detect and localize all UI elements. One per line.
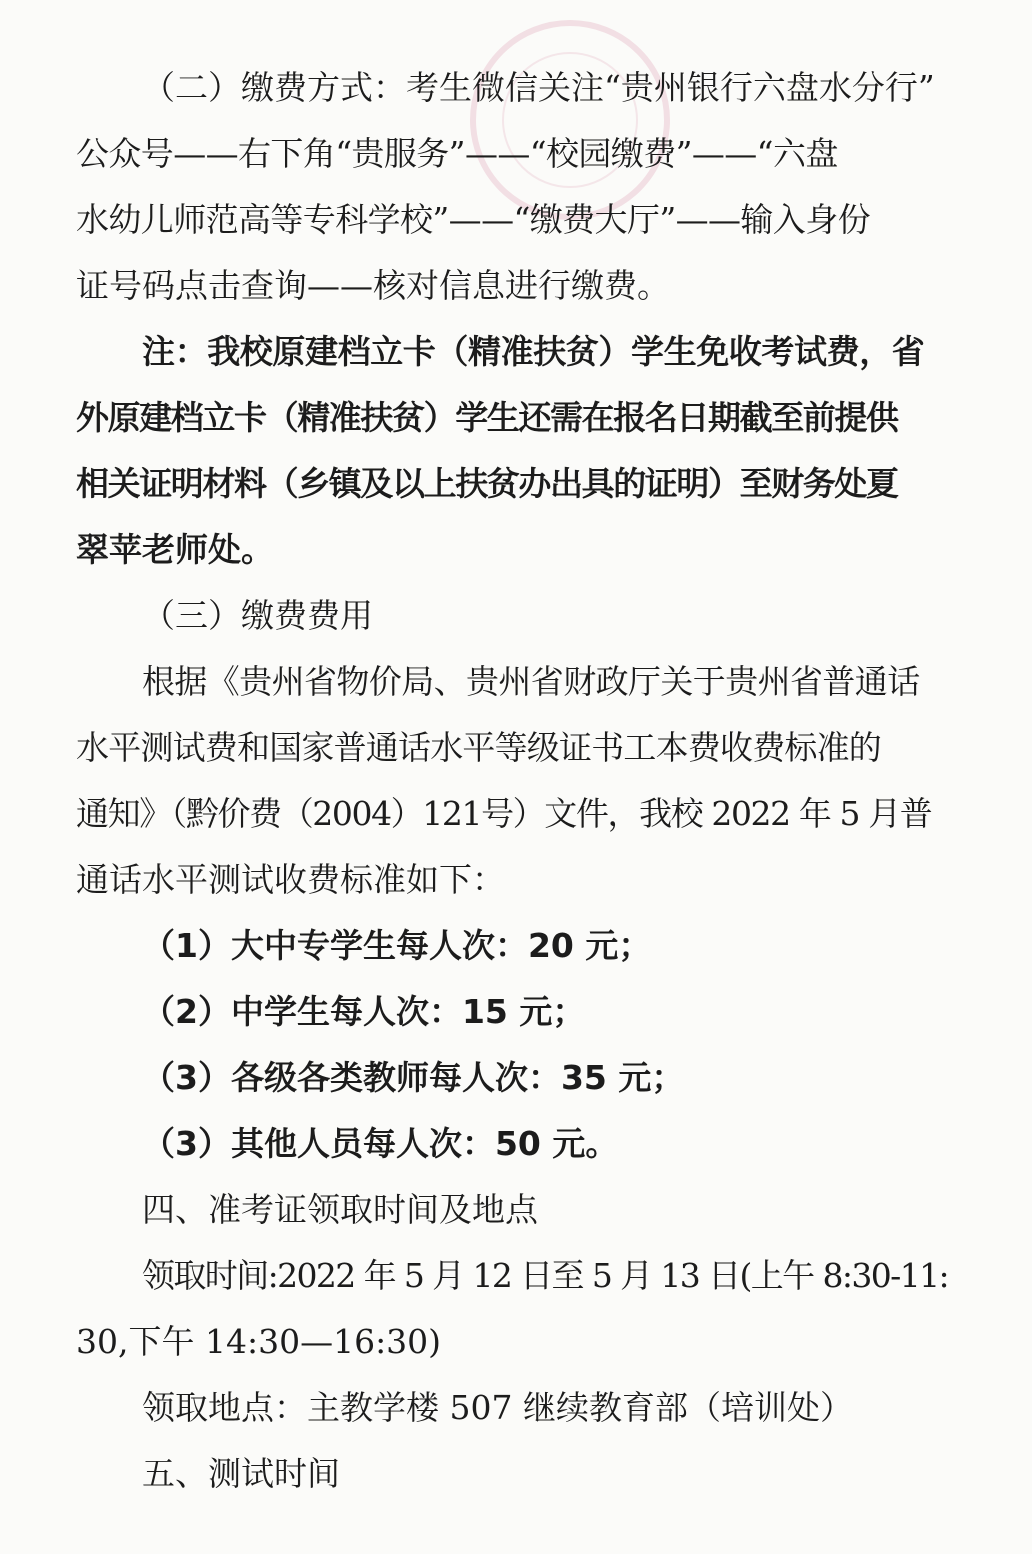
payment-method-line-1: （二）缴费方式：考生微信关注“贵州银行六盘水分行” [142,68,935,107]
note-line-2: 外原建档立卡（精准扶贫）学生还需在报名日期截至前提供 [76,398,898,437]
collection-time-line-2: 30,下午 14:30—16:30) [76,1322,442,1361]
collection-location: 领取地点：主教学楼 507 继续教育部（培训处） [142,1388,853,1427]
note-line-4: 翠苹老师处。 [76,530,274,569]
fee-basis-line-4: 通话水平测试收费标准如下： [76,860,505,899]
fee-item-others: （3）其他人员每人次：50 元。 [142,1124,619,1163]
fee-basis-line-3: 通知》（黔价费（2004）121号）文件，我校 2022 年 5 月普 [76,794,932,833]
official-seal-stamp [470,20,670,220]
note-line-3: 相关证明材料（乡镇及以上扶贫办出具的证明）至财务处夏 [76,464,898,503]
fee-basis-line-1: 根据《贵州省物价局、贵州省财政厅关于贵州省普通话 [142,662,920,701]
collection-time-line-1: 领取时间:2022 年 5 月 12 日至 5 月 13 日(上午 8:30-11: [142,1256,949,1295]
fee-basis-line-2: 水平测试费和国家普通话水平等级证书工本费收费标准的 [76,728,882,767]
fee-section-heading: （三）缴费费用 [142,596,373,635]
admission-ticket-heading: 四、准考证领取时间及地点 [142,1190,538,1229]
fee-item-teachers: （3）各级各类教师每人次：35 元； [142,1058,685,1097]
payment-method-line-3: 水幼儿师范高等专科学校”——“缴费大厅”——输入身份 [76,200,871,239]
test-time-heading: 五、测试时间 [142,1454,340,1493]
payment-method-line-2: 公众号——右下角“贵服务”——“校园缴费”——“六盘 [76,134,838,173]
payment-method-line-4: 证号码点击查询——核对信息进行缴费。 [76,266,670,305]
fee-item-college-students: （1）大中专学生每人次：20 元； [142,926,652,965]
fee-item-middle-school-students: （2）中学生每人次：15 元； [142,992,586,1031]
note-line-1: 注：我校原建档立卡（精准扶贫）学生免收考试费，省 [142,332,925,371]
